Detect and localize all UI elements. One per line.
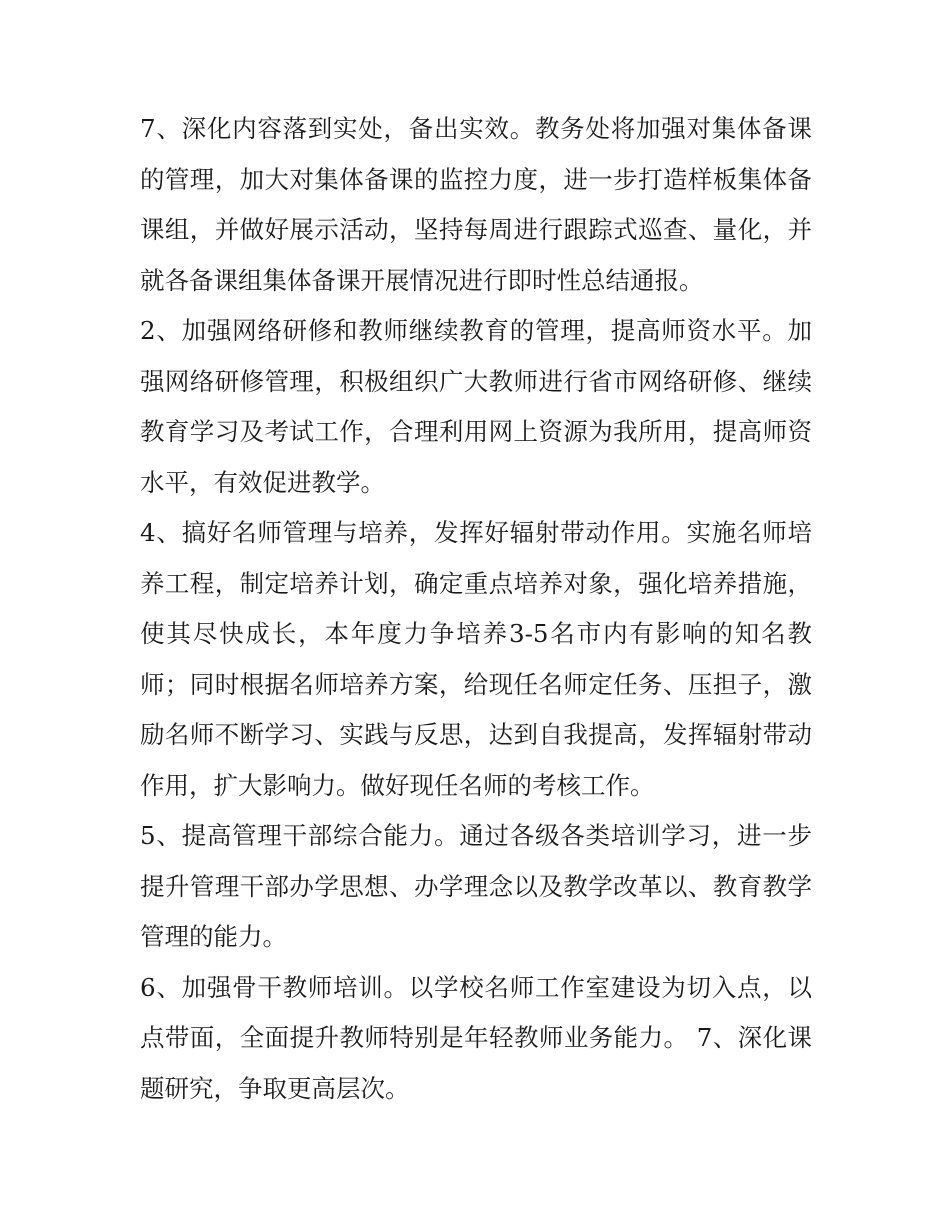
paragraph-backbone-teachers: 6、加强骨干教师培训。以学校名师工作室建设为切入点，以点带面，全面提升教师特别是年轻教师业务能力。 7、深化课题研究，争取更高层次。 <box>140 972 812 1103</box>
paragraph-network-training: 2、加强网络研修和教师继续教育的管理，提高师资水平。加强网络研修管理，积极组织广大教师进行省市网络研修、继续教育学习及考试工作，合理利用网上资源为我所用，提高师资水平，有效促进教学。 <box>140 316 812 497</box>
paragraph-management-cadres: 5、提高管理干部综合能力。通过各级各类培训学习，进一步提升管理干部办学思想、办学理念以及教学改革以、教育教学管理的能力。 <box>140 821 812 951</box>
document-body <box>140 104 812 1114</box>
paragraph-deepen-content: 7、深化内容落到实处，备出实效。教务处将加强对集体备课的管理，加大对集体备课的监控力度，进一步打造样板集体备课组，并做好展示活动，坚持每周进行跟踪式巡查、量化，并就各备课组集体备课开展情况进行即时性总结通报。 <box>140 114 812 295</box>
paragraph-famous-teachers: 4、搞好名师管理与培养，发挥好辐射带动作用。实施名师培养工程，制定培养计划，确定重点培养对象，强化培养措施，使其尽快成长，本年度力争培养3-5名市内有影响的知名教师；同时根据名师培养方案，给现任名师定任务、压担子，激励名师不断学习、实践与反思，达到自我提高，发挥辐射带动作用，扩大影响力。做好现任名师的考核工作。 <box>140 518 812 800</box>
